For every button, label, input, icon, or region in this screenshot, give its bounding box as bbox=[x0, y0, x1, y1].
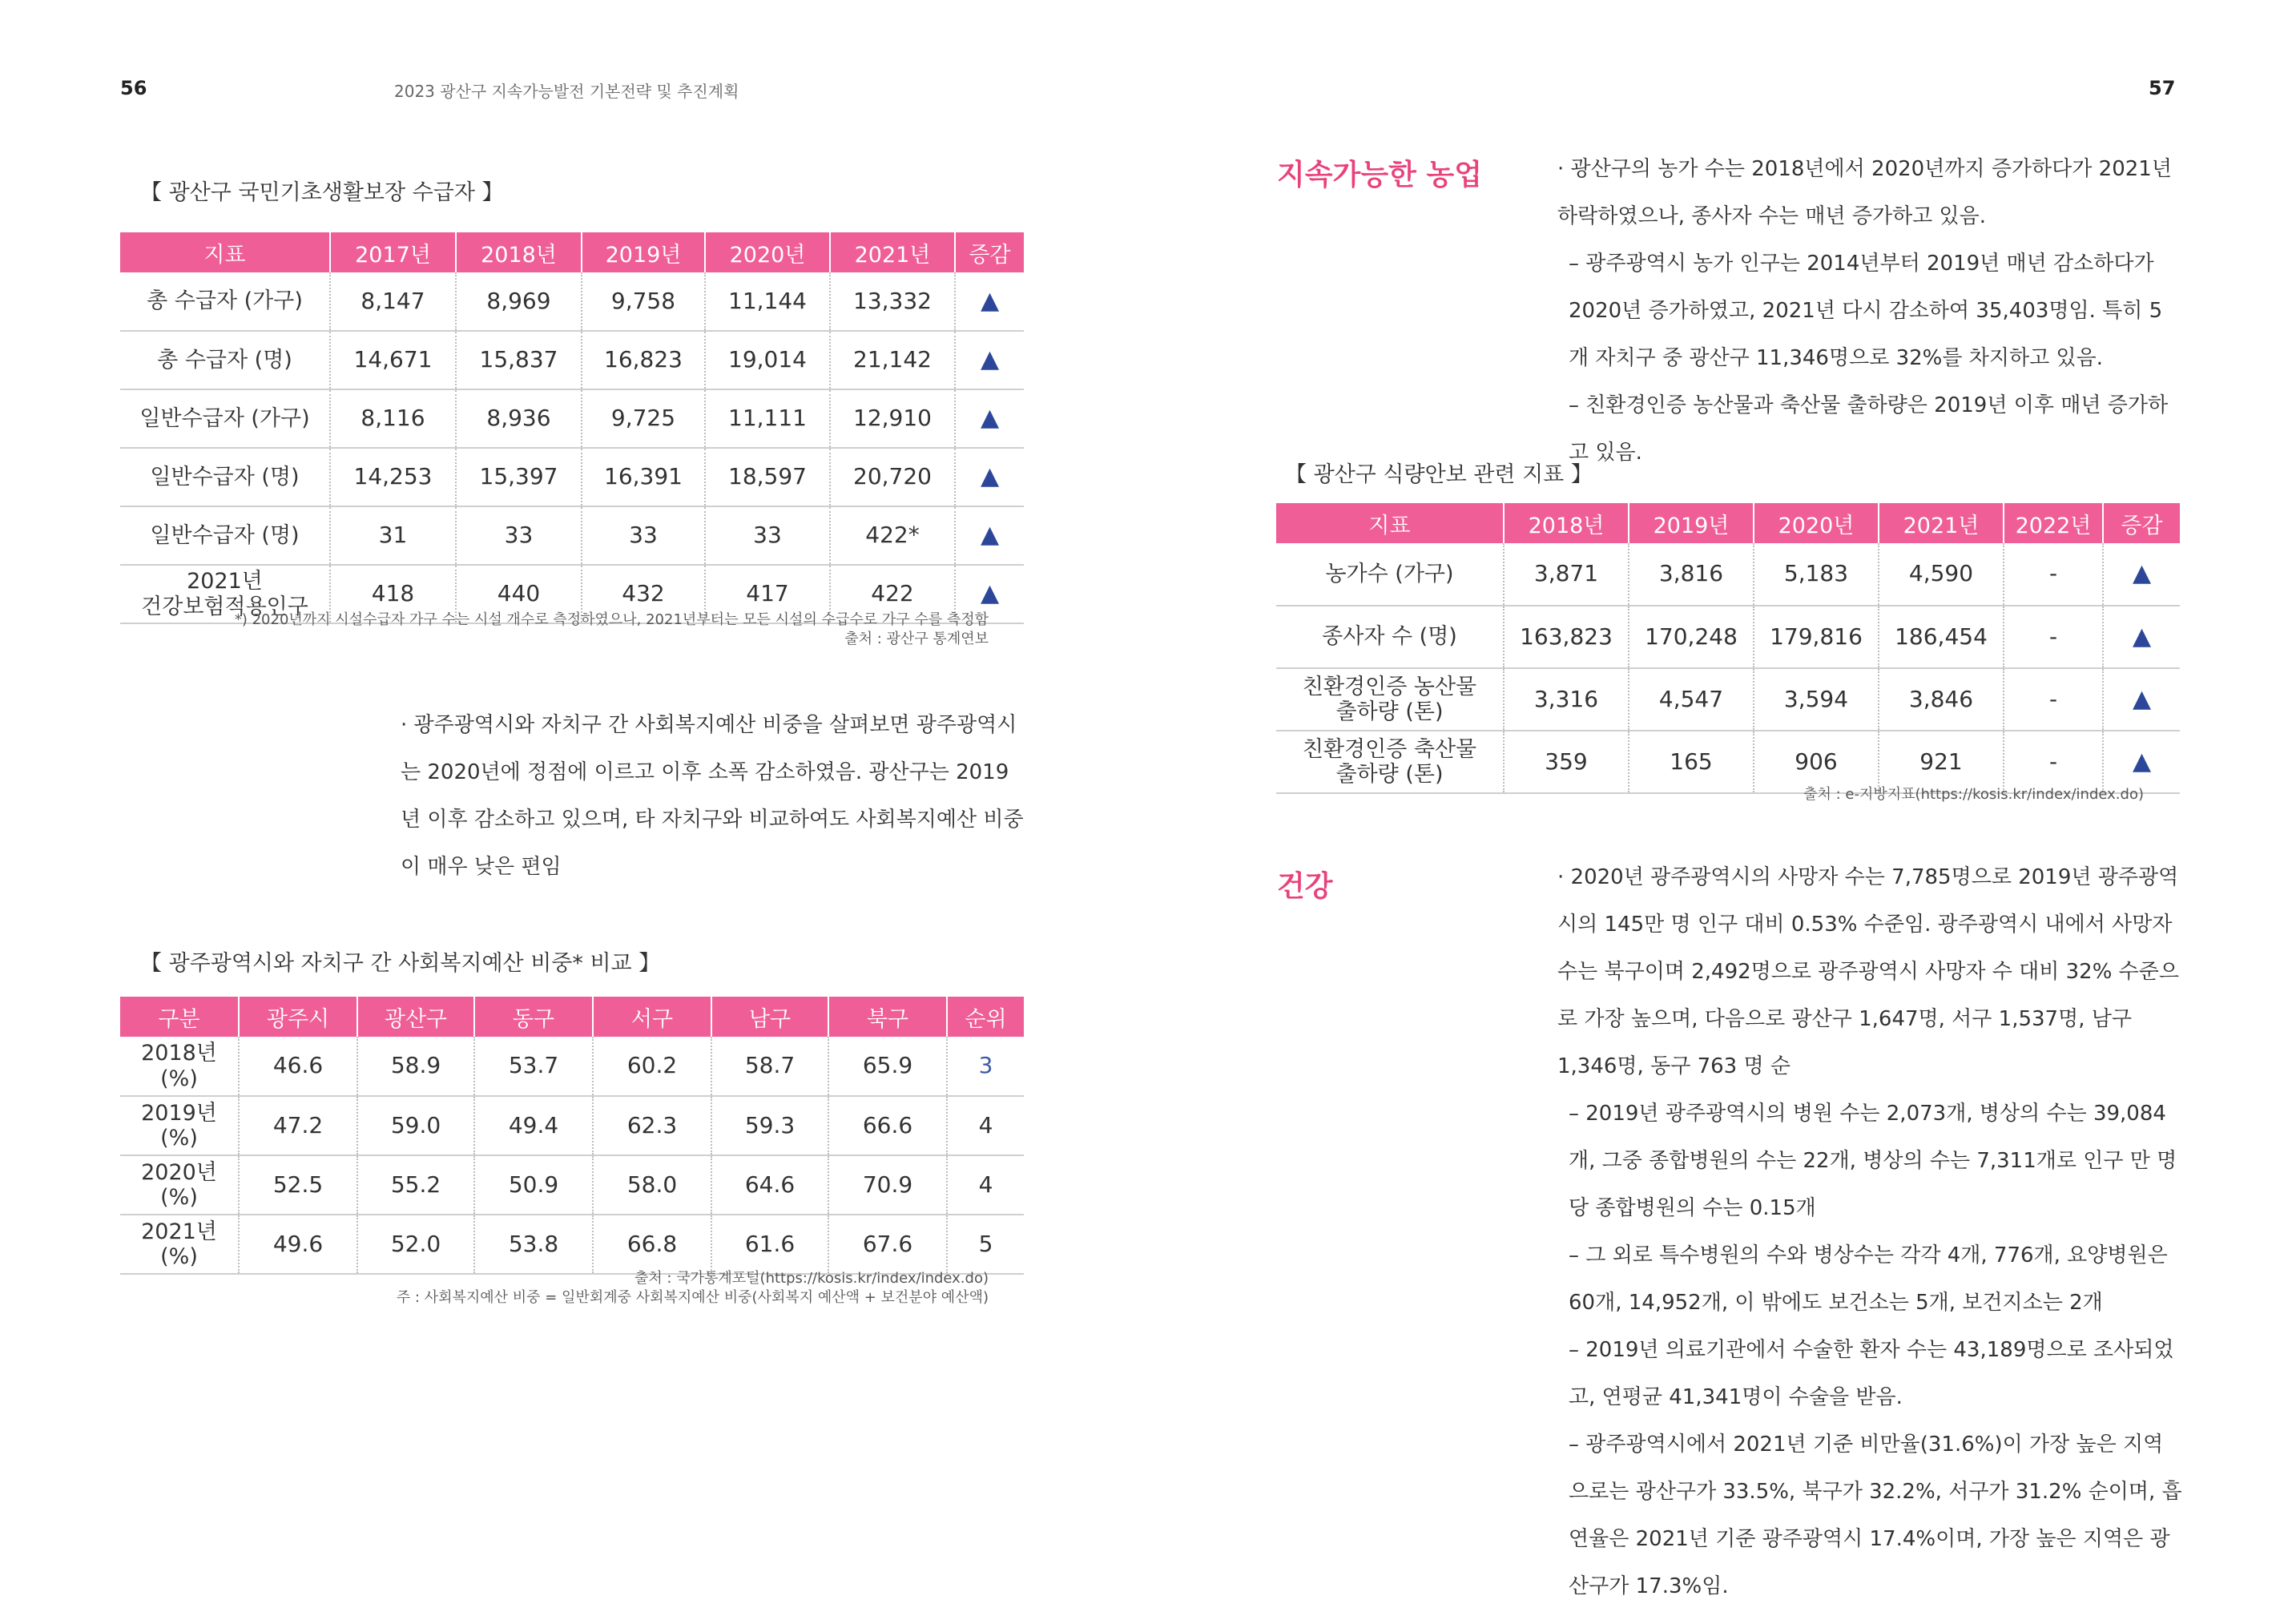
table1-title: 【 광산구 국민기초생활보장 수급자 】 bbox=[140, 180, 504, 205]
table-cell: 12,910 bbox=[830, 389, 955, 448]
table-cell: 47.2 bbox=[239, 1096, 357, 1155]
row-label-cell: 2021년 건강보험적용인구 bbox=[120, 565, 330, 623]
t2-header-cell: 북구 bbox=[828, 997, 947, 1037]
increase-triangle-icon: ▲ bbox=[955, 506, 1024, 565]
table-row bbox=[120, 272, 1024, 331]
table-cell: 4,547 bbox=[1629, 668, 1754, 731]
table-cell: 165 bbox=[1629, 731, 1754, 793]
table-cell: 58.9 bbox=[357, 1037, 474, 1096]
table-cell: 8,969 bbox=[456, 272, 582, 331]
table-cell: 52.5 bbox=[239, 1155, 357, 1215]
t3-header-cell: 2021년 bbox=[1879, 503, 2004, 543]
table-basic-livelihood-recipients bbox=[120, 232, 1024, 624]
table-row bbox=[1276, 543, 2180, 606]
bullet-list-item: · 2020년 광주광역시의 사망자 수는 7,785명으로 2019년 광주광역시의 145만 명 인구 대비 0.53% 수준임. 광주광역시 내에서 사망자 수는 북구이며 2,492명으로 광주광역시 사망자 수 대비 32% 수준으로 가장 높으며, 다음으로 광산구 1,647명, 서구 1,537명, 남구 1,346명, 동구 763 명 순 bbox=[1557, 865, 2180, 1078]
table-cell: 33 bbox=[456, 506, 582, 565]
table-cell: 422* bbox=[830, 506, 955, 565]
table-row bbox=[120, 331, 1024, 389]
table-cell: 4 bbox=[947, 1096, 1024, 1155]
t3-header-cell: 2019년 bbox=[1629, 503, 1754, 543]
increase-triangle-icon: ▲ bbox=[2103, 731, 2180, 793]
table-cell: 8,147 bbox=[330, 272, 456, 331]
increase-triangle-icon: ▲ bbox=[2103, 606, 2180, 668]
table-row bbox=[120, 448, 1024, 506]
table-cell: 9,758 bbox=[582, 272, 705, 331]
table-cell: 58.7 bbox=[711, 1037, 828, 1096]
t1-header-cell: 2020년 bbox=[705, 232, 830, 272]
table-cell: 3,816 bbox=[1629, 543, 1754, 606]
health-text bbox=[1557, 854, 2182, 1610]
row-label-cell: 2018년 (%) bbox=[120, 1037, 239, 1096]
table-row bbox=[120, 1037, 1024, 1096]
table-row bbox=[1276, 668, 2180, 731]
table-cell: 921 bbox=[1879, 731, 2004, 793]
table-cell: 16,823 bbox=[582, 331, 705, 389]
table-cell: 21,142 bbox=[830, 331, 955, 389]
table-cell: 170,248 bbox=[1629, 606, 1754, 668]
section-heading-agriculture: 지속가능한 농업 bbox=[1277, 159, 1482, 191]
table-cell: 53.8 bbox=[474, 1215, 593, 1274]
agriculture-text bbox=[1557, 146, 2182, 477]
t2-header-cell: 광산구 bbox=[357, 997, 474, 1037]
table2-title: 【 광주광역시와 자치구 간 사회복지예산 비중* 비교 】 bbox=[140, 951, 661, 976]
t2-header-cell: 서구 bbox=[593, 997, 711, 1037]
table-cell: 3,316 bbox=[1504, 668, 1629, 731]
page-number-right: 57 bbox=[2149, 77, 2176, 99]
table-cell: 49.6 bbox=[239, 1215, 357, 1274]
table-cell: 440 bbox=[456, 565, 582, 623]
increase-triangle-icon: ▲ bbox=[955, 272, 1024, 331]
row-label-cell: 2021년 (%) bbox=[120, 1215, 239, 1274]
table-cell: 64.6 bbox=[711, 1155, 828, 1215]
t3-header-cell: 증감 bbox=[2103, 503, 2180, 543]
dash-list-item: – 광주광역시 농가 인구는 2014년부터 2019년 매년 감소하다가 2020년 증가하였고, 2021년 다시 감소하여 35,403명임. 특히 5개 자치구 중 광산구 11,346명으로 32%를 차지하고 있음. bbox=[1569, 252, 2163, 370]
table-cell: 58.0 bbox=[593, 1155, 711, 1215]
dash-list-item: – 그 외로 특수병원의 수와 병상수는 각각 4개, 776개, 요양병원은 60개, 14,952개, 이 밖에도 보건소는 5개, 보건지소는 2개 bbox=[1569, 1243, 2168, 1315]
t1-header-cell: 2018년 bbox=[456, 232, 582, 272]
table-cell: 33 bbox=[705, 506, 830, 565]
t2-header-cell: 동구 bbox=[474, 997, 593, 1037]
table-cell: 8,936 bbox=[456, 389, 582, 448]
t1-header-cell: 증감 bbox=[955, 232, 1024, 272]
table-cell: 11,111 bbox=[705, 389, 830, 448]
table-cell: 359 bbox=[1504, 731, 1629, 793]
t1-header-cell: 지표 bbox=[120, 232, 330, 272]
table-cell: 18,597 bbox=[705, 448, 830, 506]
row-label-cell: 친환경인증 축산물 출하량 (톤) bbox=[1276, 731, 1504, 793]
table3-title: 【 광산구 식량안보 관련 지표 】 bbox=[1285, 462, 1593, 487]
welfare-paragraph: · 광주광역시와 자치구 간 사회복지예산 비중을 살펴보면 광주광역시는 2020년에 정점에 이르고 이후 소폭 감소하였음. 광산구는 2019년 이후 감소하고 있으며, 타 자치구와 비교하여도 사회복지예산 비중이 매우 낮은 편임 bbox=[401, 713, 1024, 879]
table-cell: 70.9 bbox=[828, 1155, 947, 1215]
t3-header-cell: 2020년 bbox=[1754, 503, 1879, 543]
t2-header-cell: 순위 bbox=[947, 997, 1024, 1037]
table-cell: 3,846 bbox=[1879, 668, 2004, 731]
table1-source: 출처 : 광산구 통계연보 bbox=[844, 631, 989, 647]
table-cell: - bbox=[2004, 606, 2103, 668]
row-label-cell: 일반수급자 (가구) bbox=[120, 389, 330, 448]
increase-triangle-icon: ▲ bbox=[955, 389, 1024, 448]
table-cell: 66.8 bbox=[593, 1215, 711, 1274]
t1-header-cell: 2017년 bbox=[330, 232, 456, 272]
page-number-left: 56 bbox=[120, 77, 147, 99]
table-welfare-budget-ratio bbox=[120, 997, 1024, 1275]
table-cell: 186,454 bbox=[1879, 606, 2004, 668]
table-cell: 60.2 bbox=[593, 1037, 711, 1096]
table-row bbox=[120, 506, 1024, 565]
table-cell: 61.6 bbox=[711, 1215, 828, 1274]
row-label-cell: 2019년 (%) bbox=[120, 1096, 239, 1155]
table-cell: 3,871 bbox=[1504, 543, 1629, 606]
row-label-cell: 농가수 (가구) bbox=[1276, 543, 1504, 606]
dash-list-item: – 친환경인증 농산물과 축산물 출하량은 2019년 이후 매년 증가하고 있음. bbox=[1569, 393, 2169, 465]
t1-header-cell: 2019년 bbox=[582, 232, 705, 272]
table-row bbox=[1276, 731, 2180, 793]
table-cell: 49.4 bbox=[474, 1096, 593, 1155]
table-cell: 20,720 bbox=[830, 448, 955, 506]
table2-source: 출처 : 국가통계포털(https://kosis.kr/index/index.do) bbox=[634, 1270, 989, 1287]
table-cell: - bbox=[2004, 668, 2103, 731]
t2-header-cell: 남구 bbox=[711, 997, 828, 1037]
row-label-cell: 총 수급자 (명) bbox=[120, 331, 330, 389]
row-label-cell: 총 수급자 (가구) bbox=[120, 272, 330, 331]
table-cell: 31 bbox=[330, 506, 456, 565]
dash-list-item: – 2019년 의료기관에서 수술한 환자 수는 43,189명으로 조사되었고, 연평균 41,341명이 수술을 받음. bbox=[1569, 1338, 2174, 1409]
table-cell: 55.2 bbox=[357, 1155, 474, 1215]
table-cell: 52.0 bbox=[357, 1215, 474, 1274]
table-row bbox=[120, 1215, 1024, 1274]
table-cell: 15,837 bbox=[456, 331, 582, 389]
t3-header-cell: 지표 bbox=[1276, 503, 1504, 543]
row-label-cell: 2020년 (%) bbox=[120, 1155, 239, 1215]
table-cell: 50.9 bbox=[474, 1155, 593, 1215]
table-cell: 19,014 bbox=[705, 331, 830, 389]
table-cell: 179,816 bbox=[1754, 606, 1879, 668]
table-cell: 4,590 bbox=[1879, 543, 2004, 606]
table-cell: 14,253 bbox=[330, 448, 456, 506]
table-cell: 67.6 bbox=[828, 1215, 947, 1274]
table-cell: 16,391 bbox=[582, 448, 705, 506]
table-cell: 62.3 bbox=[593, 1096, 711, 1155]
t3-header-cell: 2022년 bbox=[2004, 503, 2103, 543]
table-food-security-indicators bbox=[1276, 503, 2180, 794]
table-cell: 417 bbox=[705, 565, 830, 623]
increase-triangle-icon: ▲ bbox=[955, 565, 1024, 623]
table2-note: 주 : 사회복지예산 비중 = 일반회계중 사회복지예산 비중(사회복지 예산액 + 보건분야 예산액) bbox=[396, 1289, 989, 1306]
table-cell: 418 bbox=[330, 565, 456, 623]
row-label-cell: 종사자 수 (명) bbox=[1276, 606, 1504, 668]
increase-triangle-icon: ▲ bbox=[955, 448, 1024, 506]
row-label-cell: 친환경인증 농산물 출하량 (톤) bbox=[1276, 668, 1504, 731]
table-row bbox=[120, 389, 1024, 448]
table-cell: 11,144 bbox=[705, 272, 830, 331]
table-cell: 422 bbox=[830, 565, 955, 623]
t3-header-cell: 2018년 bbox=[1504, 503, 1629, 543]
table-cell: 5,183 bbox=[1754, 543, 1879, 606]
table-cell: 15,397 bbox=[456, 448, 582, 506]
row-label-cell: 일반수급자 (명) bbox=[120, 448, 330, 506]
table-cell: 3 bbox=[947, 1037, 1024, 1096]
table-cell: 66.6 bbox=[828, 1096, 947, 1155]
table-cell: 59.3 bbox=[711, 1096, 828, 1155]
table-cell: 33 bbox=[582, 506, 705, 565]
table-row bbox=[120, 1155, 1024, 1215]
table-cell: - bbox=[2004, 543, 2103, 606]
table-cell: 14,671 bbox=[330, 331, 456, 389]
dash-list-item: – 2019년 광주광역시의 병원 수는 2,073개, 병상의 수는 39,084개, 그중 종합병원의 수는 22개, 병상의 수는 7,311개로 인구 만 명당 종합병원의 수는 0.15개 bbox=[1569, 1102, 2177, 1220]
row-label-cell: 일반수급자 (명) bbox=[120, 506, 330, 565]
increase-triangle-icon: ▲ bbox=[2103, 668, 2180, 731]
table1-footnote: *) 2020년까지 시설수급자 가구 수는 시설 개수로 측정하였으나, 2021년부터는 모든 시설의 수급수로 가구 수를 측정함 bbox=[234, 611, 989, 628]
table-cell: 59.0 bbox=[357, 1096, 474, 1155]
table-row bbox=[1276, 606, 2180, 668]
t2-header-cell: 구분 bbox=[120, 997, 239, 1037]
table-cell: 432 bbox=[582, 565, 705, 623]
table-cell: - bbox=[2004, 731, 2103, 793]
increase-triangle-icon: ▲ bbox=[2103, 543, 2180, 606]
table-cell: 65.9 bbox=[828, 1037, 947, 1096]
table3-source: 출처 : e-지방지표(https://kosis.kr/index/index.do) bbox=[1803, 786, 2144, 803]
table-row bbox=[120, 1096, 1024, 1155]
table-cell: 4 bbox=[947, 1155, 1024, 1215]
running-header: 2023 광산구 지속가능발전 기본전략 및 추진계획 bbox=[394, 82, 739, 101]
table-cell: 46.6 bbox=[239, 1037, 357, 1096]
section-heading-health: 건강 bbox=[1277, 870, 1333, 903]
table-cell: 13,332 bbox=[830, 272, 955, 331]
table-cell: 8,116 bbox=[330, 389, 456, 448]
table-cell: 3,594 bbox=[1754, 668, 1879, 731]
dash-list-item: – 광주광역시에서 2021년 기준 비만율(31.6%)이 가장 높은 지역으로는 광산구가 33.5%, 북구가 32.2%, 서구가 31.2% 순이며, 흡연율은 2021년 기준 광주광역시 17.4%이며, 가장 높은 지역은 광산구가 17.3%임. bbox=[1569, 1433, 2182, 1598]
bullet-list-item: · 광산구의 농가 수는 2018년에서 2020년까지 증가하다가 2021년 하락하였으나, 종사자 수는 매년 증가하고 있음. bbox=[1557, 157, 2172, 228]
table-cell: 906 bbox=[1754, 731, 1879, 793]
increase-triangle-icon: ▲ bbox=[955, 331, 1024, 389]
table-cell: 163,823 bbox=[1504, 606, 1629, 668]
table-cell: 5 bbox=[947, 1215, 1024, 1274]
table-cell: 53.7 bbox=[474, 1037, 593, 1096]
t2-header-cell: 광주시 bbox=[239, 997, 357, 1037]
table-cell: 9,725 bbox=[582, 389, 705, 448]
t1-header-cell: 2021년 bbox=[830, 232, 955, 272]
